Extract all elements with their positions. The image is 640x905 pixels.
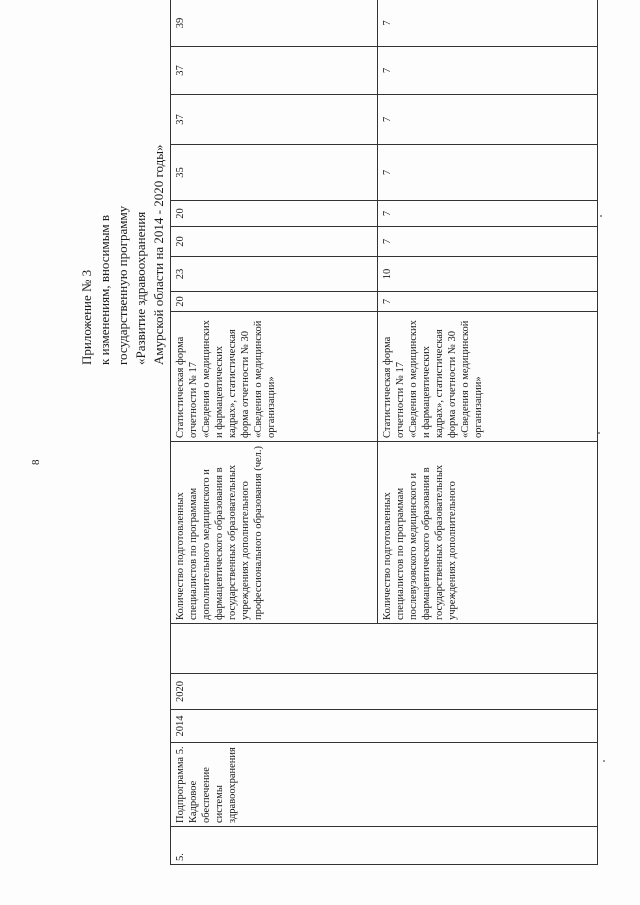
indicators-table xyxy=(170,0,598,865)
value-cell: 7 xyxy=(378,227,598,257)
subprogram-name: Подпрограмма 5. Кадровое обеспечение системы здравоохранения xyxy=(171,743,598,827)
indicator-cell: Количество подготовленных специалистов по программам дополнительного медицинского и фармацевтического образования в государственных образовательных учреждениях дополнительного профессионального образования (чел.) xyxy=(171,442,378,624)
value-cell: 37 xyxy=(171,95,378,145)
value-cell: 37 xyxy=(171,47,378,95)
value-cell: 20 xyxy=(171,227,378,257)
value-cell: 20 xyxy=(171,201,378,227)
value-cell: 35 xyxy=(171,145,378,201)
value-cell: 20 xyxy=(171,292,378,312)
appendix-line: «Развитие здравоохранения xyxy=(133,211,148,365)
value-cell: 7 xyxy=(378,47,598,95)
source-cell: Статистическая форма отчетности № 17 «Сведения о медицинских и фармацевтических кадрах», статистическая форма отчетности № 30 «Сведения о медицинской организации» xyxy=(378,312,598,442)
appendix-line: Приложение № 3 xyxy=(79,269,94,365)
value-cell: 10 xyxy=(378,257,598,292)
empty-cell xyxy=(171,624,598,674)
value-cell: 7 xyxy=(378,292,598,312)
year-end: 2020 xyxy=(171,674,598,710)
appendix-header xyxy=(78,65,168,365)
row-number: 5. xyxy=(171,827,598,865)
value-cell: 7 xyxy=(378,145,598,201)
value-cell: 39 xyxy=(171,0,378,47)
page-number: 8 xyxy=(30,459,42,465)
source-cell: Статистическая форма отчетности № 17 «Сведения о медицинских и фармацевтических кадрах», статистическая форма отчетности № 30 «Сведения о медицинской организации» xyxy=(171,312,378,442)
appendix-line: государственную программу xyxy=(115,205,130,365)
value-cell: 23 xyxy=(171,257,378,292)
value-cell: 7 xyxy=(378,95,598,145)
appendix-line: к изменениям, вносимым в xyxy=(97,214,112,365)
appendix-line: Амурской области на 2014 - 2020 годы» xyxy=(151,144,166,365)
table-row xyxy=(171,0,378,865)
indicator-cell: Количество подготовленных специалистов по программам послевузовского медицинского и фармацевтического образования в государственных образовательных учреждениях дополнительного xyxy=(378,442,598,624)
value-cell: 7 xyxy=(378,201,598,227)
value-cell: 7 xyxy=(378,0,598,47)
year-start: 2014 xyxy=(171,710,598,743)
